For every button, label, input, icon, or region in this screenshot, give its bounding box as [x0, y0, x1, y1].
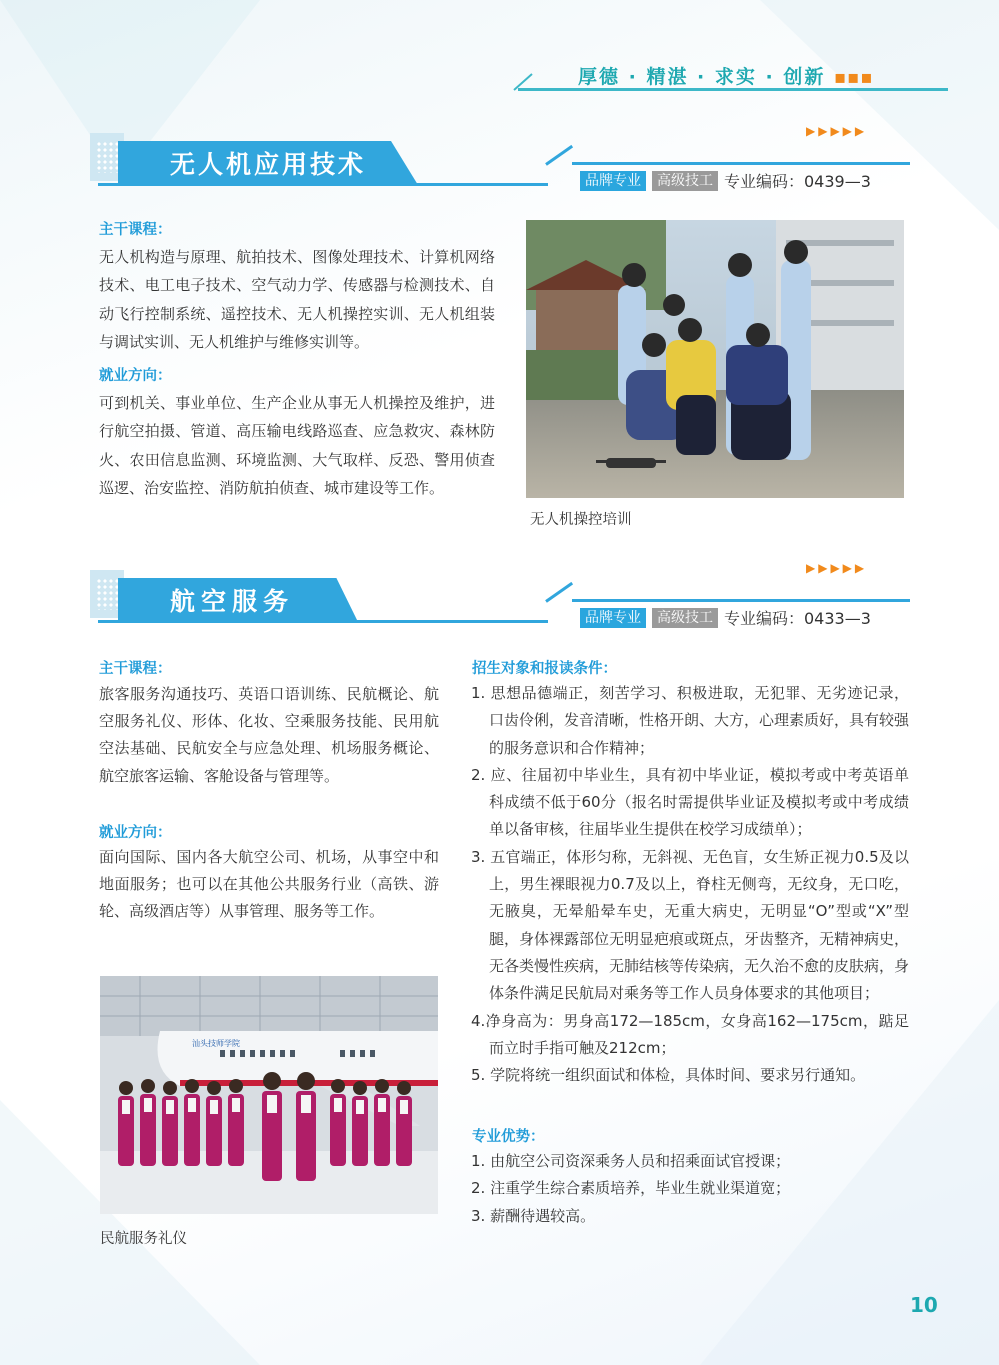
- list-item: 3. 五官端正，体形匀称，无斜视、无色盲，女生矫正视力0.5及以上，男生裸眼视力0.7及以上，脊柱无侧弯，无纹身，无口吃，无腋臭，无晕船晕车史，无重大病史，无明显“O”型或“X”型腿，身体裸露部位无明显疤痕或斑点，牙齿整齐，无精神病史，无各类慢性疾病，无肺结核等传染病，无久治不愈的皮肤病，身体条件满足民航局对乘务等工作人员身体要求的其他项目；: [471, 847, 910, 1003]
- plane-label: 汕头技师学院: [192, 1039, 240, 1048]
- arrow-decoration: ▶▶▶▶▶: [806, 561, 868, 575]
- page-number: 10: [910, 1293, 938, 1317]
- school-motto: [578, 62, 874, 89]
- drone-photo-caption: 无人机操控培训: [530, 512, 632, 528]
- brand-major-tag: 品牌专业: [580, 608, 646, 628]
- list-item: 2. 注重学生综合素质培养，毕业生就业渠道宽；: [471, 1179, 791, 1198]
- major-tags: [580, 169, 871, 192]
- header-slant-line: [545, 145, 573, 166]
- admission-list: [471, 680, 909, 1089]
- aviation-courses-heading: 主干课程：: [99, 661, 172, 677]
- aviation-title: 航空服务: [170, 587, 295, 616]
- senior-technician-tag: 高级技工: [652, 171, 718, 191]
- header-slant-line: [545, 582, 573, 603]
- motto-text: 厚德 · 精湛 · 求实 · 创新: [578, 66, 826, 88]
- drone-courses-text: 无人机构造与原理、航拍技术、图像处理技术、计算机网络技术、电工电子技术、空气动力学、传感器与检测技术、自动飞行控制系统、遥控技术、无人机操控实训、无人机组装与调试实训、无人机维护与维修实训等。: [99, 248, 495, 352]
- list-item: 2. 应、往届初中毕业生，具有初中毕业证，模拟考或中考英语单科成绩不低于60分（报名时需提供毕业证及模拟考或中考成绩单以备审核，往届毕业生提供在校学习成绩单）；: [471, 765, 909, 839]
- aviation-jobs-heading: 就业方向：: [99, 825, 172, 841]
- major-tags: [580, 606, 871, 629]
- drone-training-photo: [526, 220, 904, 498]
- aviation-jobs-text: 面向国际、国内各大航空公司、机场，从事空中和地面服务；也可以在其他公共服务行业（高铁、游轮、高级酒店等）从事管理、服务等工作。: [99, 848, 439, 921]
- motto-hook: [512, 70, 542, 92]
- drone-jobs-heading: 就业方向：: [99, 368, 172, 384]
- drone-section-header: [88, 124, 918, 233]
- list-item: 1. 由航空公司资深乘务人员和招乘面试官授课；: [471, 1152, 791, 1170]
- header-underline: [98, 183, 548, 186]
- header-top-line: [572, 162, 910, 165]
- senior-technician-tag: 高级技工: [652, 608, 718, 628]
- aviation-photo-caption: 民航服务礼仪: [100, 1231, 187, 1247]
- motto-dots: ▪▪▪: [833, 67, 874, 88]
- arrow-decoration: ▶▶▶▶▶: [806, 124, 868, 138]
- advantage-list: [471, 1148, 909, 1230]
- major-code: 专业编码：0433—3: [724, 609, 871, 628]
- list-item: 1. 思想品德端正，刻苦学习、积极进取，无犯罪、无劣迹记录，口齿伶俐，发音清晰，性格开朗、大方，心理素质好，具有较强的服务意识和合作精神；: [471, 684, 910, 757]
- aviation-etiquette-photo: [100, 976, 438, 1214]
- list-item: 4.净身高为：男身高172—185cm，女身高162—175cm，踮足而立时手指可触及212cm；: [471, 1011, 909, 1057]
- brand-major-tag: 品牌专业: [580, 171, 646, 191]
- list-item: 5. 学院将统一组织面试和体检，具体时间、要求另行通知。: [471, 1066, 866, 1085]
- drone-title: 无人机应用技术: [170, 150, 367, 179]
- aviation-section-header: [88, 561, 918, 670]
- drone-courses-heading: 主干课程：: [99, 222, 172, 238]
- major-code: 专业编码：0439—3: [724, 172, 871, 191]
- list-item: 3. 薪酬待遇较高。: [471, 1206, 596, 1225]
- drone-jobs-text: 可到机关、事业单位、生产企业从事无人机操控及维护，进行航空拍摄、管道、高压输电线路巡查、应急救灾、森林防火、农田信息监测、环境监测、大气取样、反恐、警用侦查巡逻、治安监控、消防航拍侦查、城市建设等工作。: [99, 394, 495, 498]
- admission-heading: 招生对象和报读条件：: [472, 661, 617, 677]
- header-top-line: [572, 599, 910, 602]
- header-underline: [98, 620, 548, 623]
- advantage-heading: 专业优势：: [472, 1129, 545, 1145]
- aviation-courses-text: 旅客服务沟通技巧、英语口语训练、民航概论、航空服务礼仪、形体、化妆、空乘服务技能、民用航空法基础、民航安全与应急处理、机场服务概论、航空旅客运输、客舱设备与管理等。: [99, 685, 439, 785]
